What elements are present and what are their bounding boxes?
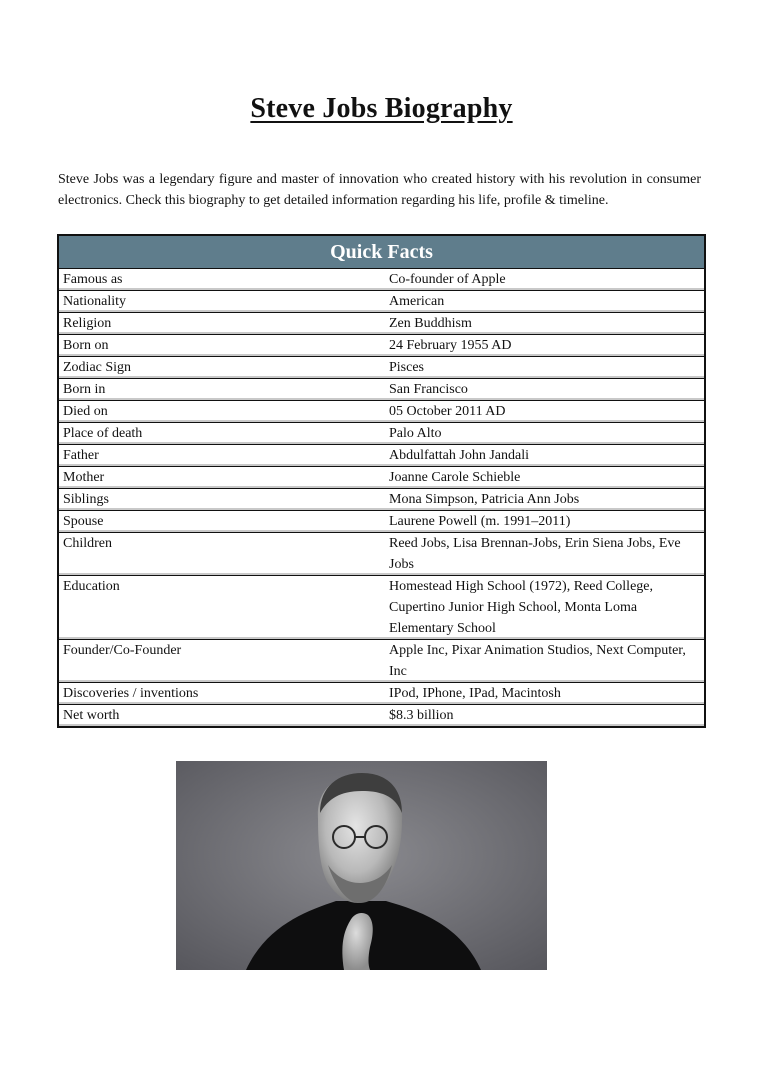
fact-value: Abdulfattah John Jandali [381, 445, 705, 467]
fact-value: Zen Buddhism [381, 313, 705, 335]
portrait-photo [176, 761, 547, 970]
table-row [58, 640, 705, 683]
fact-value: Pisces [381, 357, 705, 379]
table-row [58, 467, 705, 489]
fact-label: Born in [58, 379, 381, 401]
page-title: Steve Jobs Biography [250, 93, 513, 124]
table-row [58, 269, 705, 291]
table-row [58, 683, 705, 705]
fact-value: Reed Jobs, Lisa Brennan-Jobs, Erin Siena Jobs, Eve Jobs [381, 533, 705, 576]
fact-label: Famous as [58, 269, 381, 291]
table-row [58, 576, 705, 640]
fact-value: Homestead High School (1972), Reed College, Cupertino Junior High School, Monta Loma Elementary School [381, 576, 705, 640]
table-row [58, 533, 705, 576]
fact-value: Mona Simpson, Patricia Ann Jobs [381, 489, 705, 511]
table-row [58, 313, 705, 335]
table-row [58, 423, 705, 445]
fact-value: San Francisco [381, 379, 705, 401]
table-row [58, 489, 705, 511]
table-row [58, 379, 705, 401]
fact-label: Nationality [58, 291, 381, 313]
fact-label: Siblings [58, 489, 381, 511]
fact-value: IPod, IPhone, IPad, Macintosh [381, 683, 705, 705]
quick-facts-heading: Quick Facts [58, 235, 705, 269]
table-row [58, 335, 705, 357]
quick-facts-table [57, 234, 706, 728]
fact-value: 24 February 1955 AD [381, 335, 705, 357]
intro-paragraph: Steve Jobs was a legendary figure and master of innovation who created history with his revolution in consumer electronics. Check this biography to get detailed information regarding his life, profile & timeline. [58, 172, 701, 208]
quick-facts-header-row [58, 235, 705, 269]
fact-label: Religion [58, 313, 381, 335]
fact-value: Palo Alto [381, 423, 705, 445]
table-row [58, 401, 705, 423]
fact-label: Education [58, 576, 381, 640]
fact-label: Founder/Co-Founder [58, 640, 381, 683]
fact-value: 05 October 2011 AD [381, 401, 705, 423]
fact-label: Children [58, 533, 381, 576]
fact-label: Born on [58, 335, 381, 357]
fact-value: Joanne Carole Schieble [381, 467, 705, 489]
fact-label: Zodiac Sign [58, 357, 381, 379]
table-row [58, 445, 705, 467]
fact-label: Place of death [58, 423, 381, 445]
fact-label: Father [58, 445, 381, 467]
fact-label: Discoveries / inventions [58, 683, 381, 705]
fact-value: Laurene Powell (m. 1991–2011) [381, 511, 705, 533]
fact-label: Mother [58, 467, 381, 489]
table-row [58, 511, 705, 533]
fact-value: $8.3 billion [381, 705, 705, 728]
fact-value: American [381, 291, 705, 313]
table-row [58, 357, 705, 379]
fact-label: Spouse [58, 511, 381, 533]
table-row [58, 705, 705, 728]
fact-value: Apple Inc, Pixar Animation Studios, Next Computer, Inc [381, 640, 705, 683]
fact-label: Net worth [58, 705, 381, 728]
fact-value: Co-founder of Apple [381, 269, 705, 291]
fact-label: Died on [58, 401, 381, 423]
table-row [58, 291, 705, 313]
